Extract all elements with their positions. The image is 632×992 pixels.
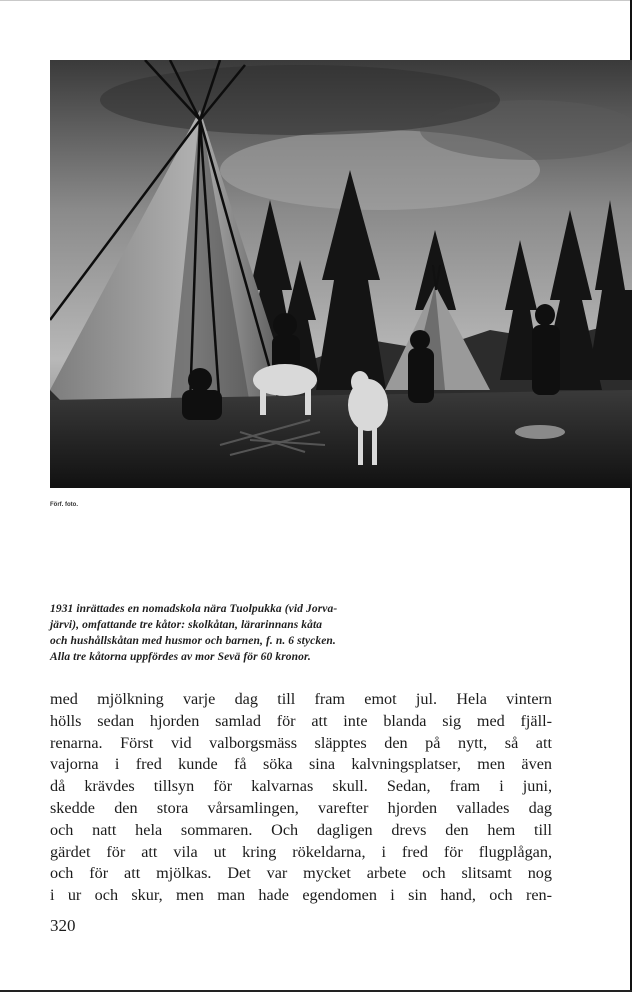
body-line: vajorna i fred kunde få söka sina kalvningsplatser, men även xyxy=(50,755,552,774)
caption-line: 1931 inrättades en nomadskola nära Tuolpukka (vid Jorva- xyxy=(50,603,338,615)
body-line: och för att mjölkas. Det var mycket arbete och slitsamt nog xyxy=(50,864,552,883)
body-line: då krävdes tillsyn för kalvarnas skull. Sedan, fram i juni, xyxy=(50,777,552,796)
page-top-edge xyxy=(0,0,632,1)
body-line: renarna. Först vid valborgsmäss släpptes den på nytt, så att xyxy=(50,733,552,752)
page-number: 320 xyxy=(50,916,76,935)
tent-camp-photo-icon xyxy=(50,60,632,488)
body-line: och natt hela sommaren. Och dagligen drevs den hem till xyxy=(50,820,552,839)
caption-line: och hushållskåtan med husmor och barnen, f. n. 6 stycken. xyxy=(50,635,336,647)
photo-credit: Förf. foto. xyxy=(50,502,78,508)
photo-caption xyxy=(50,601,450,665)
caption-line: Alla tre kåtorna uppfördes av mor Sevä för 60 kronor. xyxy=(50,651,311,663)
body-line: hölls sedan hjorden samlad för att inte blanda sig med fjäll- xyxy=(50,711,552,730)
caption-line: järvi), omfattande tre kåtor: skolkåtan, lärarinnans kåta xyxy=(50,619,323,631)
body-line: med mjölkning varje dag till fram emot jul. Hela vintern xyxy=(50,690,552,708)
body-line: gärdet för att vila ut kring rökeldarna, i fred för flugplågan, xyxy=(50,842,552,861)
camp-photograph xyxy=(50,60,632,488)
body-line: skedde den stora vårsamlingen, varefter hjorden vallades dag xyxy=(50,798,552,817)
body-line: i ur och skur, men man hade egendomen i sin hand, och ren- xyxy=(50,886,552,905)
body-paragraph xyxy=(50,689,552,907)
